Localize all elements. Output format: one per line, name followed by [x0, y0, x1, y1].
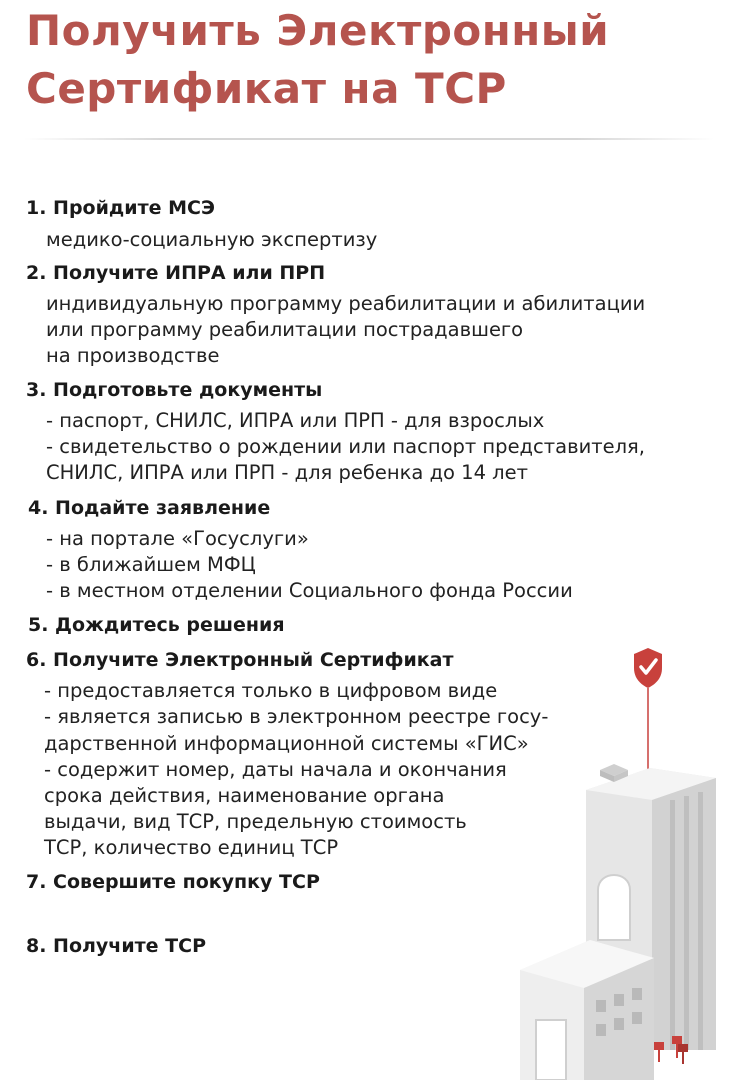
step-2-line-2: или программу реабилитации пострадавшего [46, 318, 524, 341]
step-2-title: 2. Получите ИПРА или ПРП [26, 262, 326, 284]
step-5-title: 5. Дождитесь решения [28, 614, 285, 636]
step-3-line-1: - паспорт, СНИЛС, ИПРА или ПРП - для взрослых [46, 409, 545, 432]
step-6-line-4: - содержит номер, даты начала и окончания [44, 758, 507, 781]
step-6-line-5: срока действия, наименование органа [44, 784, 445, 807]
step-7-title: 7. Совершите покупку ТСР [26, 871, 320, 893]
step-3-line-2: - свидетельство о рождении или паспорт представителя, [46, 435, 645, 458]
government-building-icon [510, 640, 752, 1080]
shield-check-icon [634, 648, 662, 775]
step-6-line-6: выдачи, вид ТСР, предельную стоимость [44, 810, 467, 833]
step-6-line-2: - является записью в электронном реестре госу- [44, 705, 549, 728]
step-6-title: 6. Получите Электронный Сертификат [26, 649, 454, 671]
step-3-title: 3. Подготовьте документы [26, 379, 323, 401]
step-4-line-3: - в местном отделении Социального фонда России [46, 579, 573, 602]
step-4-line-2: - в ближайшем МФЦ [46, 553, 256, 576]
step-6-line-1: - предоставляется только в цифровом виде [44, 679, 498, 702]
page-title-line-2: Сертификат на ТСР [26, 64, 507, 113]
step-3-line-3: СНИЛС, ИПРА или ПРП - для ребенка до 14 лет [46, 461, 529, 484]
step-8-title: 8. Получите ТСР [26, 935, 207, 957]
step-4-title: 4. Подайте заявление [28, 497, 271, 519]
step-4-line-1: - на портале «Госуслуги» [46, 527, 309, 550]
step-2-line-1: индивидуальную программу реабилитации и абилитации [46, 292, 646, 315]
page-title-line-1: Получить Электронный [26, 6, 610, 55]
step-6-line-7: ТСР, количество единиц ТСР [44, 836, 339, 859]
step-6-line-3: дарственной информационной системы «ГИС» [44, 732, 529, 755]
step-1-title: 1. Пройдите МСЭ [26, 197, 215, 219]
step-1-line-1: медико-социальную экспертизу [46, 228, 378, 251]
step-2-line-3: на производстве [46, 344, 220, 367]
